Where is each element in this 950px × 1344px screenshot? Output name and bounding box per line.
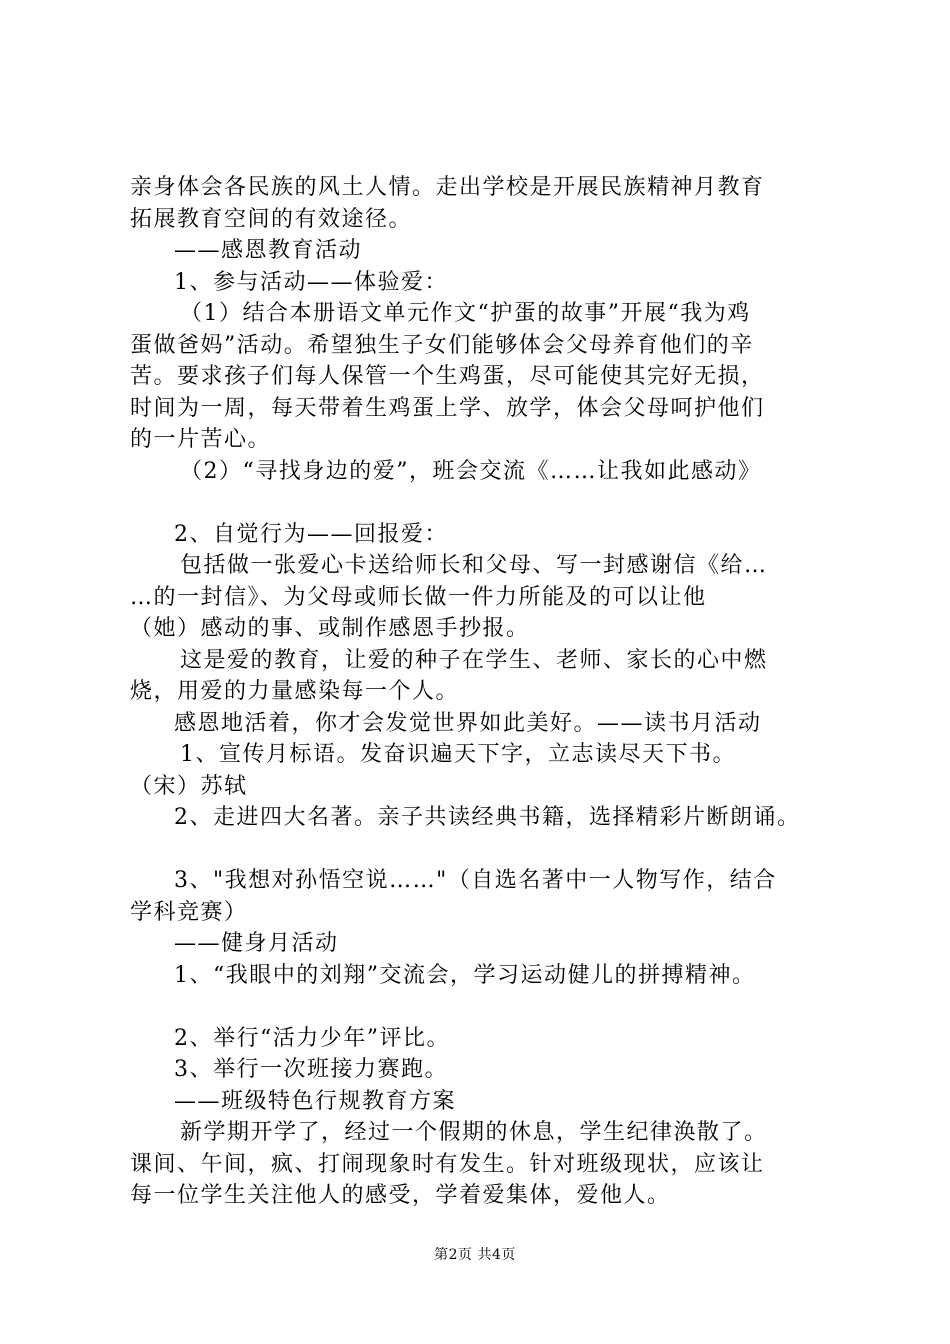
text-line: （宋）苏轼 [130,773,248,799]
text-line: 2、自觉行为——回报爱： [174,521,448,547]
text-line: 3、"我想对孙悟空说……"（自选名著中一人物写作，结合 [174,868,777,893]
text-line: 感恩地活着，你才会发觉世界如此美好。——读书月活动 [174,710,762,736]
text-line: 的一片苦心。 [130,427,272,452]
text-line: 每一位学生关注他人的感受，学着爱集体，爱他人。 [130,1183,671,1208]
text-line: 3、举行一次班接力赛跑。 [174,1057,448,1082]
blank-line [130,487,850,519]
text-line: 1、“我眼中的刘翔”交流会，学习运动健儿的拼搏精神。 [174,962,756,988]
document-body [130,172,850,1212]
text-line: 新学期开学了，经过一个假期的休息，学生纪律涣散了。 [180,1120,768,1145]
blank-line [130,991,850,1023]
text-line: 这是爱的教育，让爱的种子在学生、老师、家长的心中燃 [180,647,768,673]
text-line: …的一封信》、为父母或师长做一件力所能及的可以让他 [130,584,707,610]
text-line: 2、举行“活力少年”评比。 [174,1025,450,1051]
text-line: ——健身月活动 [174,931,339,956]
text-line: 烧，用爱的力量感染每一个人。 [130,679,460,704]
text-line: 拓展教育空间的有效途径。 [130,206,413,232]
blank-line [130,834,850,866]
text-line: （2）“寻找身边的爱”，班会交流《……让我如此感动》 [180,458,762,484]
text-line: 1、参与活动——体验爱： [174,269,448,295]
text-line: ——感恩教育活动 [174,238,363,263]
text-line: 学科竞赛） [130,899,248,925]
page-footer: 第2页 共4页 [434,1247,516,1263]
text-line: 蛋做爸妈”活动。希望独生子女们能够体会父母养育他们的辛 [130,332,754,358]
text-line: 亲身体会各民族的风土人情。走出学校是开展民族精神月教育 [130,175,765,200]
text-line: 苦。要求孩子们每人保管一个生鸡蛋，尽可能使其完好无损， [130,364,765,389]
text-line: 1、宣传月标语。发奋识遍天下字，立志读尽天下书。 [180,742,736,767]
text-line: ——班级特色行规教育方案 [174,1088,457,1114]
text-line: 课间、午间，疯、打闹现象时有发生。针对班级现状，应该让 [130,1151,765,1177]
text-line: （1）结合本册语文单元作文“护蛋的故事”开展“我为鸡 [180,301,751,326]
text-line: （她）感动的事、或制作感恩手抄报。 [130,616,530,641]
text-line: 包括做一张爱心卡送给师长和父母、写一封感谢信《给… [180,553,768,578]
text-line: 时间为一周，每天带着生鸡蛋上学、放学，体会父母呵护他们 [130,395,765,421]
text-line: 2、走进四大名著。亲子共读经典书籍，选择精彩片断朗诵。 [174,805,801,830]
